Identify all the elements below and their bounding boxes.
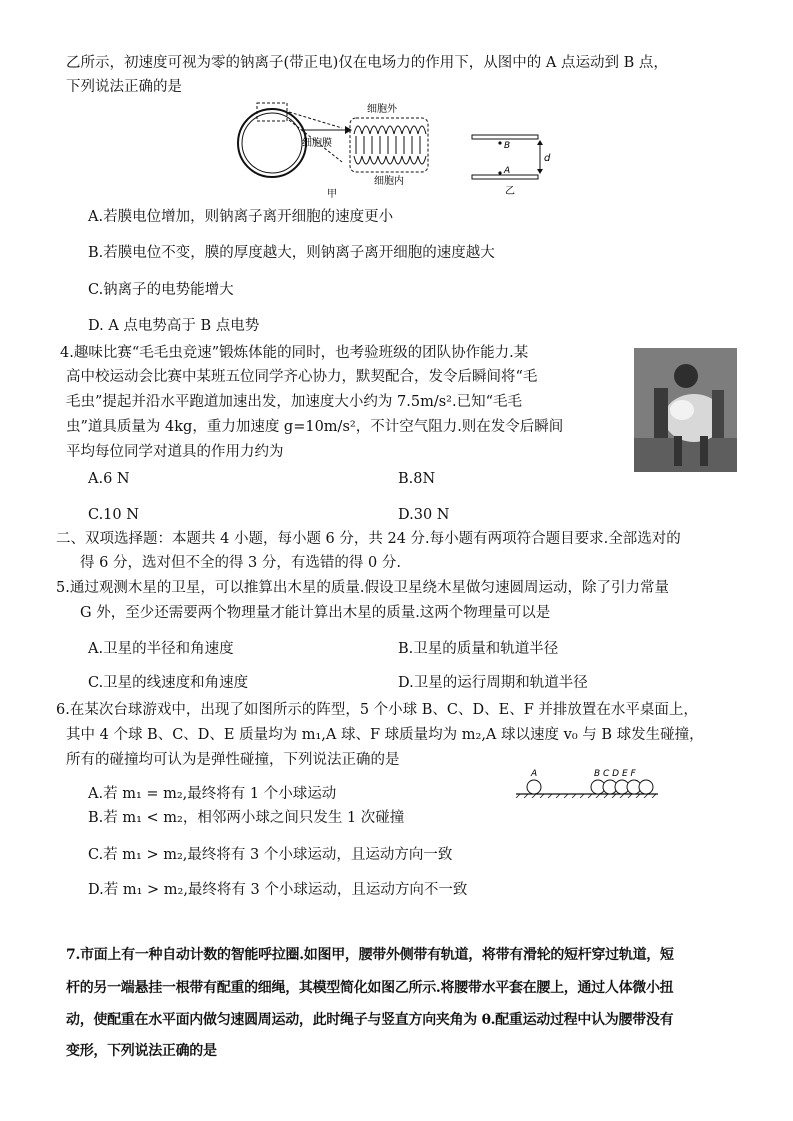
q5-line1: 5.通过观测木星的卫星，可以推算出木星的质量.假设卫星绕木星做匀速圆周运动，除了引力常量 — [56, 580, 669, 596]
q6-line2: 其中 4 个球 B、C、D、E 质量均为 m₁,A 球、F 球质量均为 m₂,A 球以速度 v₀ 与 B 球发生碰撞， — [66, 727, 704, 743]
q6-option-a: A.若 m₁ = m₂,最终将有 1 个小球运动 — [88, 786, 337, 802]
q3-option-b: B.若膜电位不变，膜的厚度越大，则钠离子离开细胞的速度越大 — [88, 245, 495, 261]
label-membrane: 细胞膜 — [302, 138, 332, 149]
ball-a-label: A — [531, 769, 538, 779]
label-outside: 细胞外 — [367, 104, 397, 115]
q5-line2: G 外，至少还需要两个物理量才能计算出木星的质量.这两个物理量可以是 — [80, 605, 551, 621]
q3-intro-line1: 乙所示，初速度可视为零的钠离子(带正电)仅在电场力的作用下，从图中的 A 点运动到 B 点， — [66, 55, 668, 71]
q5-option-b: B.卫星的质量和轨道半径 — [398, 641, 559, 657]
figure-billiard-balls — [512, 764, 662, 798]
q4-option-a: A.6 N — [88, 471, 130, 487]
q3-option-c: C.钠离子的电势能增大 — [88, 282, 234, 298]
figure-jia — [232, 98, 437, 200]
q6-option-b: B.若 m₁ < m₂，相邻两小球之间只发生 1 次碰撞 — [88, 810, 405, 826]
figure-yi — [470, 128, 555, 198]
q5-option-a: A.卫星的半径和角速度 — [88, 641, 234, 657]
section2-line2: 得 6 分，选对但不全的得 3 分，有选错的得 0 分. — [80, 555, 401, 571]
section2-line1: 二、双项选择题：本题共 4 小题，每小题 6 分，共 24 分.每小题有两项符合题目要求.全部选对的 — [56, 531, 681, 547]
q7-line3: 动，使配重在水平面内做匀速圆周运动，此时绳子与竖直方向夹角为 θ.配重运动过程中认为腰带没有 — [66, 1012, 674, 1028]
q6-option-c: C.若 m₁ > m₂,最终将有 3 个小球运动，且运动方向一致 — [88, 847, 453, 863]
q4-option-b: B.8N — [398, 471, 436, 487]
q4-line4: 虫”道具质量为 4kg，重力加速度 g=10m/s²，不计空气阻力.则在发令后瞬间 — [66, 419, 564, 435]
q6-line3: 所有的碰撞均可认为是弹性碰撞，下列说法正确的是 — [66, 752, 400, 768]
balls-bcdef-label: B C D E F — [594, 769, 636, 779]
q6-line1: 6.在某次台球游戏中，出现了如图所示的阵型，5 个小球 B、C、D、E、F 并排放置在水平桌面上， — [56, 702, 698, 718]
distance-d-label: d — [544, 153, 551, 164]
q4-line2: 高中校运动会比赛中某班五位同学齐心协力，默契配合，发令后瞬间将“毛 — [66, 369, 538, 385]
q4-option-c: C.10 N — [88, 507, 139, 523]
q7-line1: 7.市面上有一种自动计数的智能呼拉圈.如图甲，腰带外侧带有轨道，将带有滑轮的短杆穿过轨道，短 — [66, 947, 674, 963]
q4-line5: 平均每位同学对道具的作用力约为 — [66, 444, 284, 460]
caption-yi: 乙 — [505, 186, 515, 197]
point-a-label: A — [504, 166, 511, 176]
q4-line1: 4.趣味比赛“毛毛虫竞速”锻炼体能的同时，也考验班级的团队协作能力.某 — [60, 345, 529, 361]
q7-line2: 杆的另一端悬挂一根带有配重的细绳，其模型简化如图乙所示.将腰带水平套在腰上，通过人体微小扭 — [66, 980, 674, 996]
caterpillar-race-photo — [634, 348, 737, 472]
q3-option-d: D. A 点电势高于 B 点电势 — [88, 318, 260, 334]
q4-option-d: D.30 N — [398, 507, 450, 523]
q5-option-c: C.卫星的线速度和角速度 — [88, 675, 249, 691]
caption-jia: 甲 — [327, 189, 337, 200]
label-inside: 细胞内 — [374, 176, 404, 187]
q3-option-a: A.若膜电位增加，则钠离子离开细胞的速度更小 — [88, 209, 394, 225]
q6-option-d: D.若 m₁ > m₂,最终将有 3 个小球运动，且运动方向不一致 — [88, 882, 468, 898]
q5-option-d: D.卫星的运行周期和轨道半径 — [398, 675, 588, 691]
q7-line4: 变形，下列说法正确的是 — [66, 1043, 217, 1059]
q4-line3: 毛虫”提起并沿水平跑道加速出发，加速度大小约为 7.5m/s².已知“毛毛 — [66, 394, 522, 410]
point-b-label: B — [504, 141, 511, 151]
q3-intro-line2: 下列说法正确的是 — [66, 79, 182, 95]
